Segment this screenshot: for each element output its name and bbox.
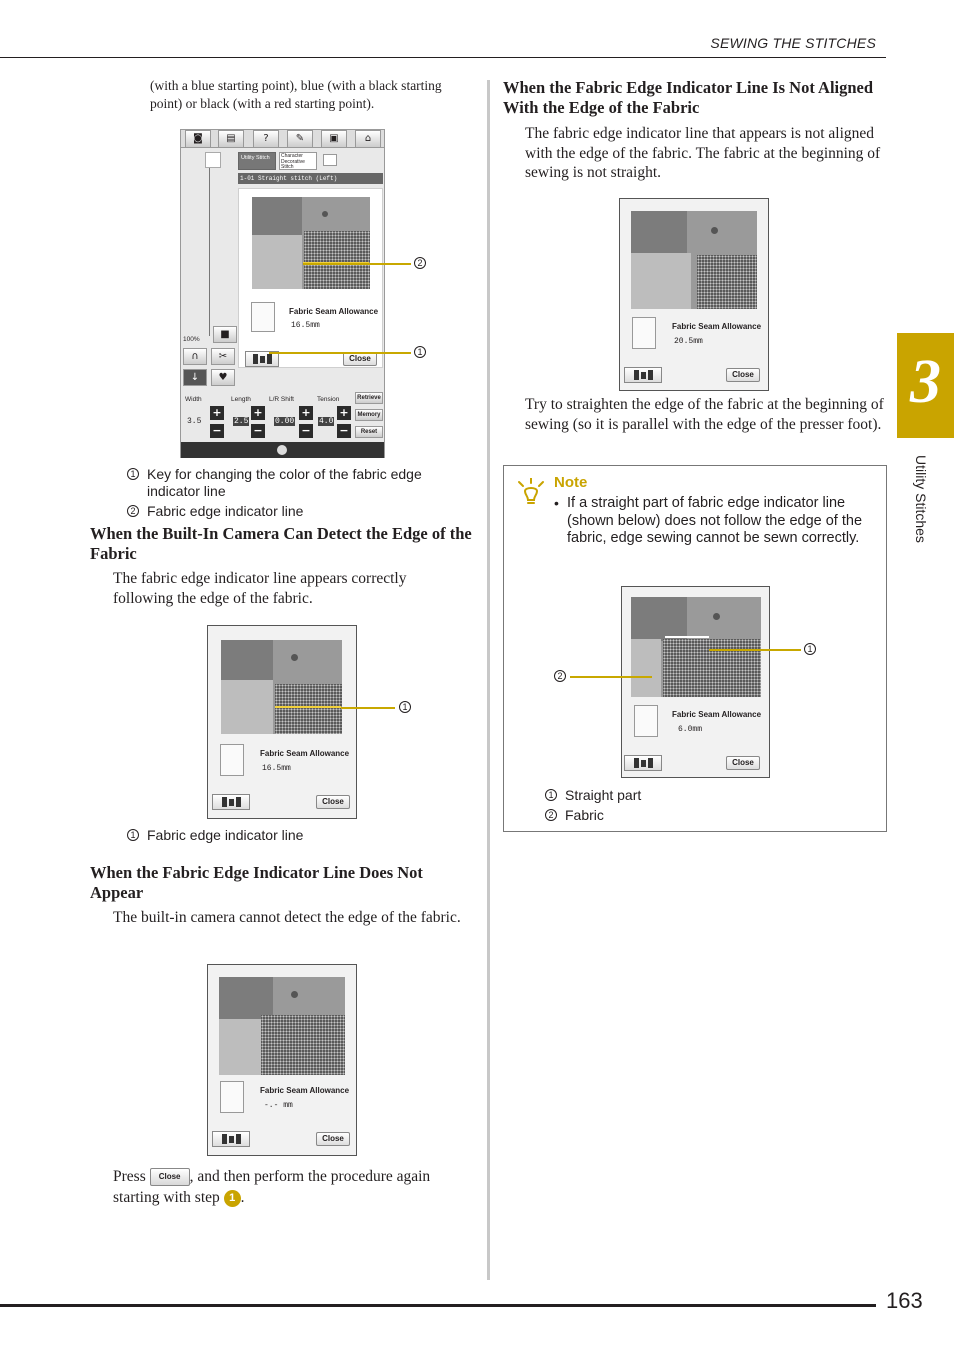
chapter-label-text: Utility Stitches <box>913 455 929 543</box>
camera-image <box>252 197 370 289</box>
fig5-caption-1: 1 Straight part <box>545 787 845 804</box>
column-divider <box>487 80 490 1280</box>
camera-panel <box>238 188 383 368</box>
tension-label: Tension <box>317 396 340 403</box>
fig1-callout-1: 1 <box>414 346 426 358</box>
note-box <box>503 465 887 832</box>
fig2-camera-image <box>221 640 342 734</box>
fig5-seam-label: Fabric Seam Allowance <box>672 710 762 719</box>
fig2-callout-1: 1 <box>399 701 411 713</box>
zoom-level: 100% <box>183 336 200 343</box>
section1-heading: When the Built-In Camera Can Detect the Edge of the Fabric <box>90 524 472 563</box>
section3-body: The fabric edge indicator line that appears is not aligned with the edge of the fabric. The fabric at the beginning of sewing is not straight. <box>525 125 881 181</box>
fig2-seam-value: 16.5mm <box>262 764 291 773</box>
thread-cutter-button[interactable]: ✂ <box>211 348 235 365</box>
section3-heading: When the Fabric Edge Indicator Line Is Not Aligned With the Edge of the Fabric <box>503 78 874 117</box>
lr-shift-label: L/R Shift <box>269 396 294 403</box>
section3-after-text: Try to straighten the edge of the fabric at the beginning of sewing (so it is parallel with the edge of the presser foot). <box>525 396 884 433</box>
section1-body: The fabric edge indicator line appears correctly following the edge of the fabric. <box>113 570 407 607</box>
fig4-color-button[interactable] <box>624 367 662 383</box>
fig2-edge-indicator-line <box>275 706 341 708</box>
note-text: If a straight part of fabric edge indicator line (shown below) does not follow the edge of the fabric, edge sewing cannot be sewn correctly. <box>567 495 863 546</box>
length-minus-button[interactable]: − <box>251 424 265 438</box>
fig1-callout-2-line <box>303 263 411 265</box>
fig5-straight-part-line <box>665 636 709 638</box>
fig3-color-button[interactable] <box>212 1131 250 1147</box>
tab-character-decorative[interactable]: Character Decorative Stitch <box>279 152 317 170</box>
fig5-screenshot <box>621 586 770 778</box>
chapter-number: 3 <box>910 348 941 416</box>
help-icon[interactable]: ? <box>253 130 279 148</box>
machine-toolbar <box>181 130 384 148</box>
running-header: SEWING THE STITCHES <box>710 35 876 51</box>
lr-shift-minus-button[interactable]: − <box>299 424 313 438</box>
fig3-seam-icon <box>220 1081 244 1113</box>
needle-stop-button[interactable]: ↓ <box>183 369 207 386</box>
camera-icon[interactable]: ◙ <box>185 130 211 148</box>
lightbulb-icon <box>516 478 546 508</box>
fig4-seam-label: Fabric Seam Allowance <box>672 322 762 331</box>
chapter-label <box>909 455 933 635</box>
fig2-caption: 1 Fabric edge indicator line <box>127 827 472 844</box>
tension-plus-button[interactable]: + <box>337 406 351 420</box>
fig5-color-button[interactable] <box>624 755 662 771</box>
note-bullet: • <box>554 495 559 511</box>
footer-rule <box>0 1304 876 1307</box>
step-1-marker: 1 <box>224 1190 241 1207</box>
stitch-name-bar: 1-01 Straight stitch (Left) <box>238 173 383 184</box>
fig2-screenshot <box>207 625 357 819</box>
note-title: Note <box>554 474 588 491</box>
section2-body: The built-in camera cannot detect the edge of the fabric. <box>113 909 461 926</box>
pivot-button[interactable]: ♥ <box>211 369 235 386</box>
fig5-callout-2-line <box>570 676 652 678</box>
fig2-close-button[interactable]: Close <box>316 795 350 809</box>
width-minus-button[interactable]: − <box>210 424 224 438</box>
length-value: 2.5 <box>234 417 249 426</box>
fig4-camera-image <box>631 211 757 309</box>
fig5-callout-1: 1 <box>804 643 816 655</box>
fig2-color-button[interactable] <box>212 794 250 810</box>
fig4-seam-value: 20.5mm <box>674 337 703 346</box>
scroll-icon[interactable] <box>277 445 287 455</box>
tab-utility-stitch[interactable]: Utility Stitch <box>238 152 276 170</box>
fig5-caption-2: 2 Fabric <box>545 807 845 824</box>
fig3-seam-value: -.- mm <box>264 1101 293 1110</box>
fig1-callout-2: 2 <box>414 257 426 269</box>
lr-shift-plus-button[interactable]: + <box>299 406 313 420</box>
section2-heading: When the Fabric Edge Indicator Line Does Not Appear <box>90 863 423 902</box>
press-close-instruction: Press Close , and then perform the procedure again starting with step 1 . <box>113 1168 431 1206</box>
page-number: 163 <box>886 1288 923 1313</box>
stitch-list-icon[interactable] <box>323 154 337 166</box>
fig3-screenshot <box>207 964 357 1156</box>
home-icon[interactable]: ⌂ <box>355 130 381 148</box>
fig2-seam-label: Fabric Seam Allowance <box>260 749 350 758</box>
needle-position-button[interactable]: ∩ <box>183 348 207 365</box>
width-value: 3.5 <box>187 417 202 426</box>
memory-button[interactable]: Memory <box>355 409 383 421</box>
fig5-camera-image <box>631 597 761 697</box>
close-button[interactable]: Close <box>343 352 377 366</box>
fig4-seam-icon <box>632 317 656 349</box>
fig2-seam-icon <box>220 744 244 776</box>
reset-button[interactable]: Reset <box>355 426 383 438</box>
fig3-camera-image <box>219 977 345 1075</box>
retrieve-button[interactable]: Retrieve <box>355 392 383 404</box>
header-rule <box>0 57 886 58</box>
chapter-tab <box>897 333 954 438</box>
fig5-close-button[interactable]: Close <box>726 756 760 770</box>
intro-text: (with a blue starting point), blue (with a black starting point) or black (with a red starting point). <box>150 78 442 111</box>
fig2-callout-line <box>341 707 395 709</box>
width-plus-button[interactable]: + <box>210 406 224 420</box>
presser-foot-icon <box>205 152 221 168</box>
inline-close-button[interactable]: Close <box>150 1168 190 1186</box>
fig5-callout-2: 2 <box>554 670 566 682</box>
fig5-seam-icon <box>634 705 658 737</box>
seam-allowance-value: 16.5mm <box>291 321 320 330</box>
fig5-seam-value: 6.0mm <box>678 725 703 734</box>
machine-bottom-bar <box>181 442 384 458</box>
length-label: Length <box>231 396 251 403</box>
fig4-screenshot <box>619 198 769 391</box>
fig1-caption-2: 2 Fabric edge indicator line <box>127 503 472 520</box>
fig3-seam-label: Fabric Seam Allowance <box>260 1086 350 1095</box>
settings-icon[interactable]: ✎ <box>287 130 313 148</box>
fig1-caption-1: 1 Key for changing the color of the fabric edge indicator line <box>127 466 472 499</box>
lock-icon[interactable]: ▣ <box>321 130 347 148</box>
fig4-close-button[interactable]: Close <box>726 368 760 382</box>
lr-shift-value: 0.00 <box>275 417 295 426</box>
page-icon[interactable]: ▤ <box>218 130 244 148</box>
tension-minus-button[interactable]: − <box>337 424 351 438</box>
fig5-callout-1-line <box>709 649 801 651</box>
width-label: Width <box>185 396 202 403</box>
fig1-callout-1-line <box>269 352 411 354</box>
machine-screen-figure <box>180 129 385 458</box>
needle-mode-button[interactable]: ■ <box>213 326 237 343</box>
seam-allowance-label: Fabric Seam Allowance <box>289 307 379 316</box>
stitch-guide-line <box>209 166 210 336</box>
fig3-close-button[interactable]: Close <box>316 1132 350 1146</box>
length-plus-button[interactable]: + <box>251 406 265 420</box>
tension-value: 4.0 <box>319 417 334 426</box>
seam-allowance-icon <box>251 302 275 332</box>
